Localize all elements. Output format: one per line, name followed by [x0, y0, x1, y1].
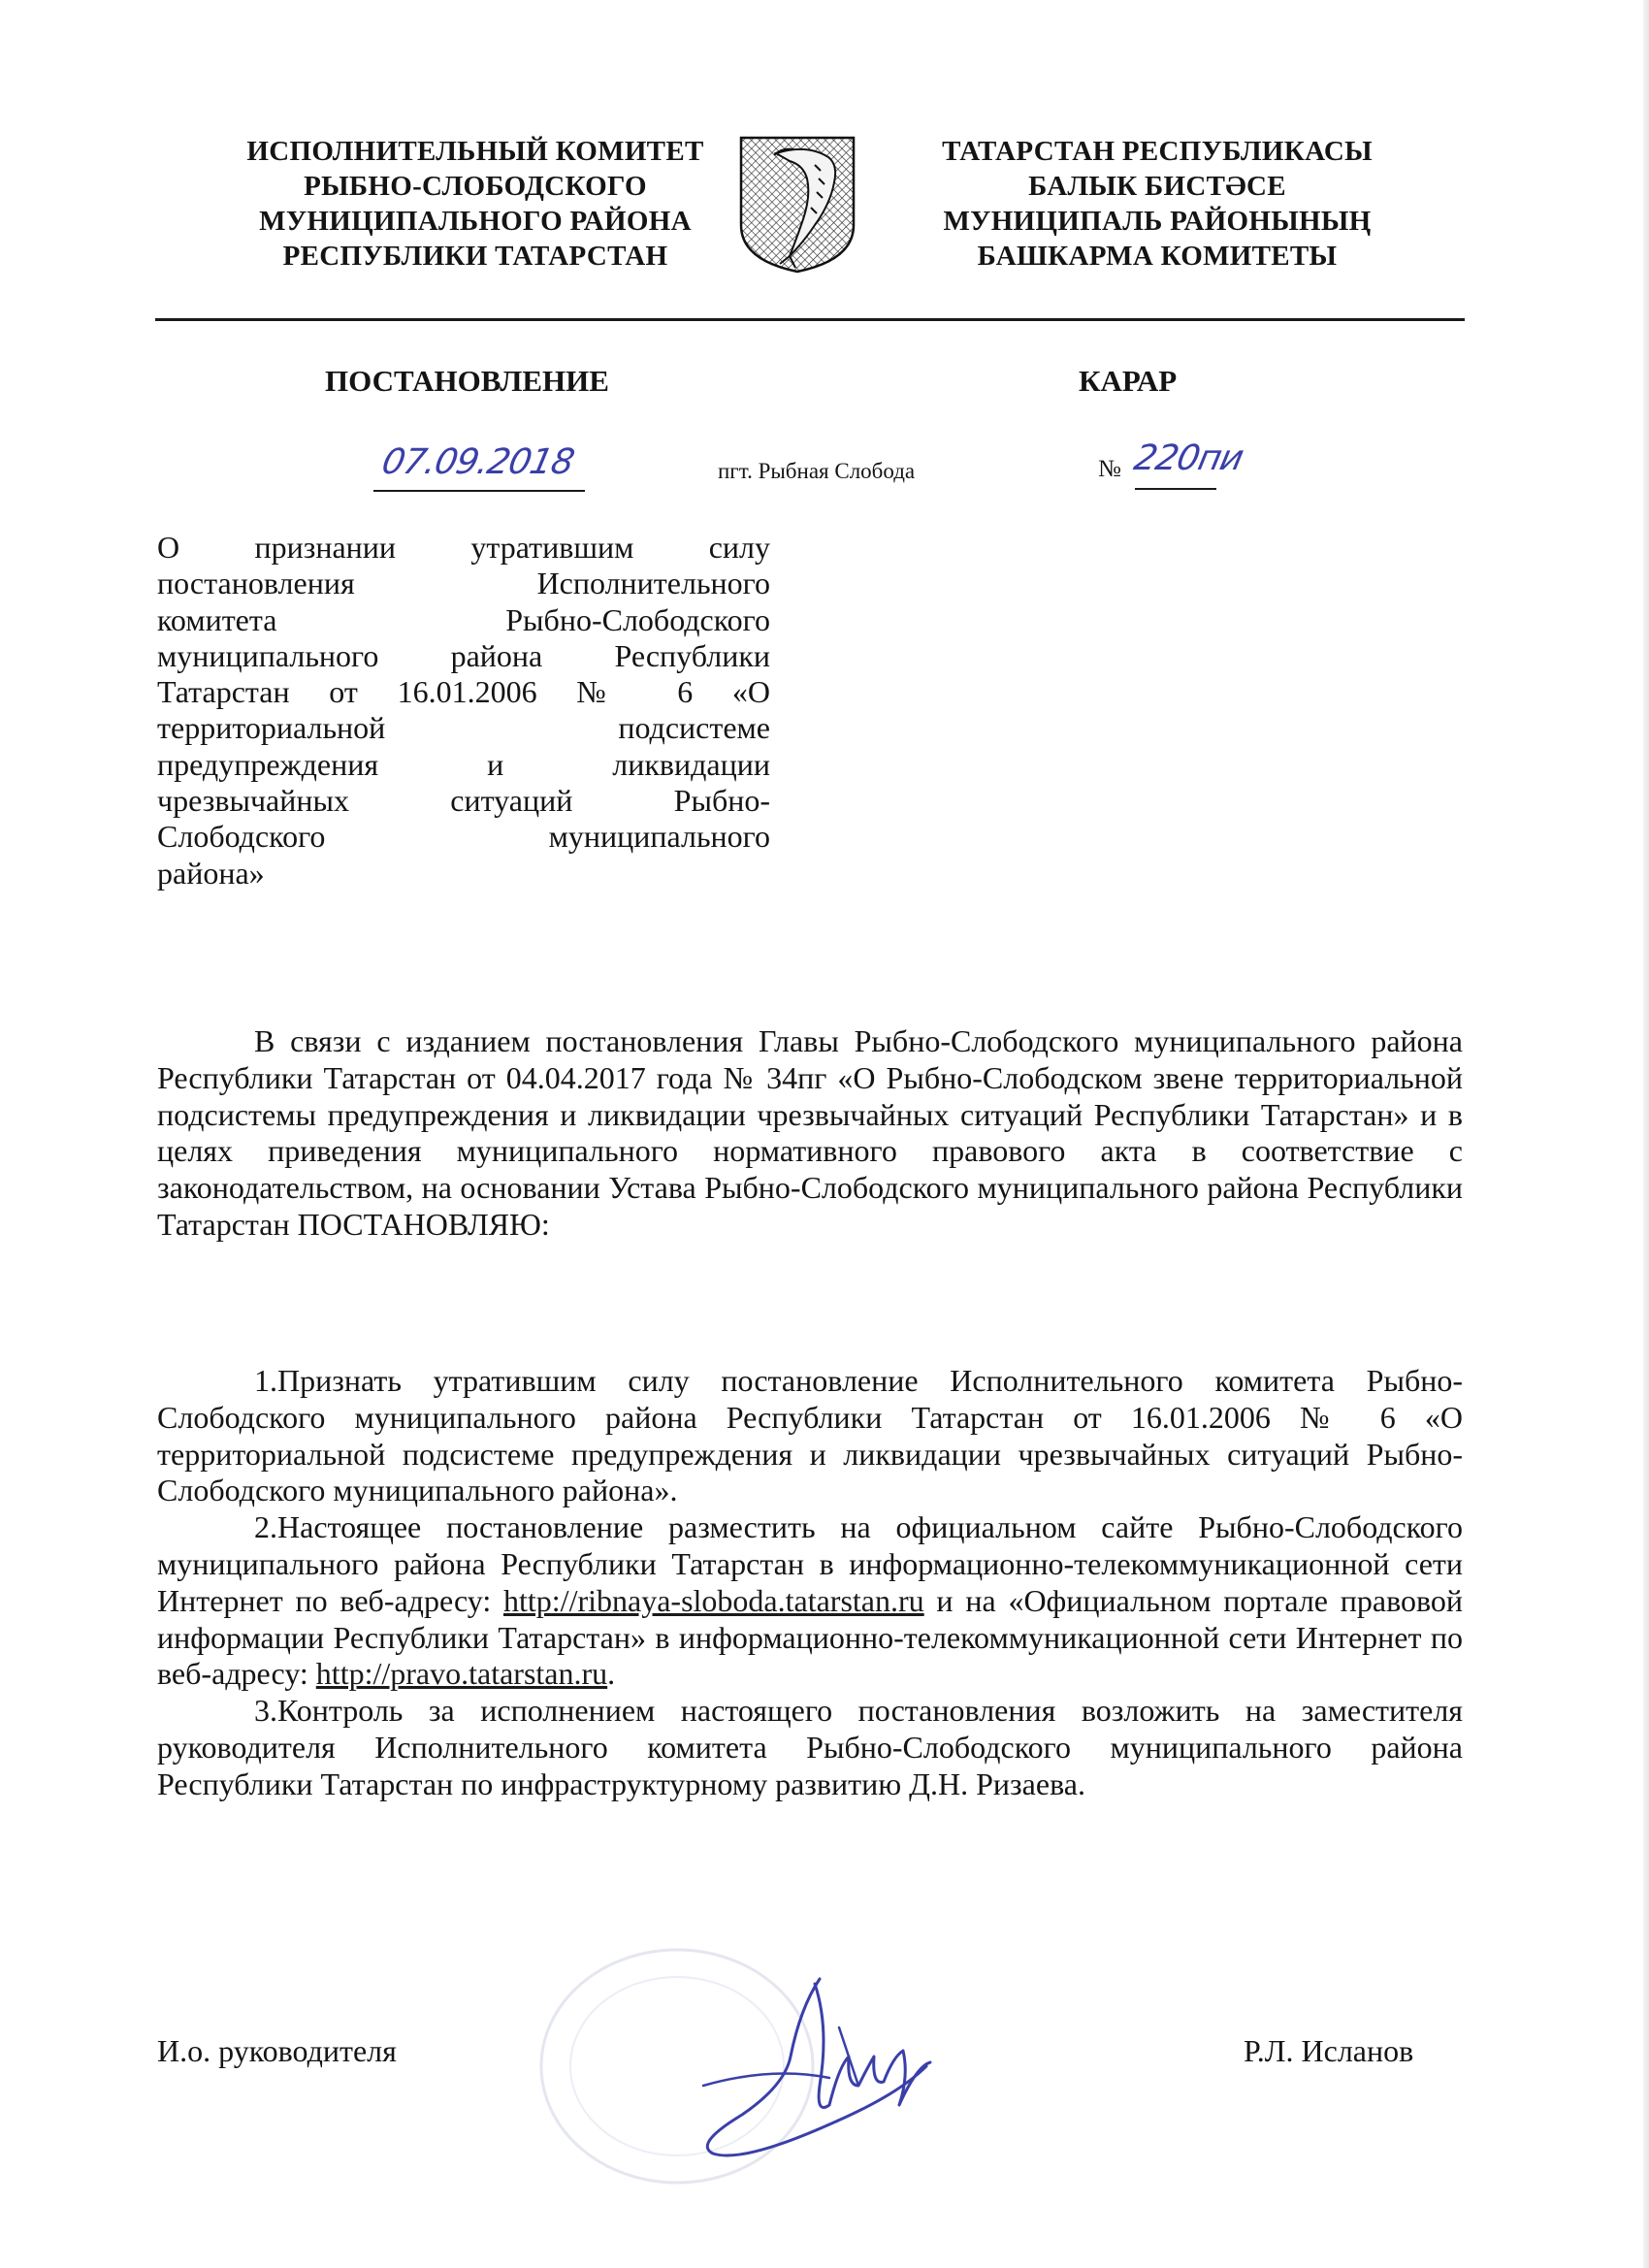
header-right-line: ТАТАРСТАН РЕСПУБЛИКАСЫ	[942, 136, 1373, 167]
subject-line: Татарстан от 16.01.2006 № 6 «О	[157, 674, 770, 710]
scan-edge-shadow	[1643, 0, 1649, 2268]
handwritten-signature	[684, 1969, 975, 2163]
header-left-line: ИСПОЛНИТЕЛЬНЫЙ КОМИТЕТ	[246, 136, 704, 167]
signatory-role: И.о. руководителя	[157, 2033, 397, 2068]
site-link[interactable]: http://ribnaya-sloboda.tatarstan.ru	[503, 1582, 924, 1618]
date-underline	[373, 490, 585, 492]
subject-line: комитета Рыбно-Слободского	[157, 601, 770, 637]
doc-title-ru: ПОСТАНОВЛЕНИЕ	[325, 364, 609, 398]
subject-line: муниципального района Республики	[157, 637, 770, 673]
place-of-issue: пгт. Рыбная Слобода	[718, 459, 916, 483]
item-2-text-a: 2.Настоящее постановление разместить на официальном сайте Рыбно-Слободского муниципального района Республики Татарстан в информационно-телекоммуникационной сети Интернет по веб-адресу:	[157, 1509, 1463, 1618]
preamble-paragraph: В связи с изданием постановления Главы Рыбно-Слободского муниципального района Республики Татарстан от 04.04.2017 года № 34пг «О Рыбно-Слободском звене территориальной подсистемы предупреждения и ликвидации чрезвычайных ситуаций Республики Татарстан» и в целях приведения муниципального нормативного правового акта в соответствие с законодательством, на основании Устава Рыбно-Слободского муниципального района Республики Татарстан ПОСТАНОВЛЯЮ:	[157, 1023, 1463, 1242]
header-divider	[155, 318, 1465, 321]
item-2-text-b: и на «Официальном портале правовой информации Республики Татарстан» в информационно-телекоммуникационной сети Интернет по веб-адресу:	[157, 1582, 1464, 1692]
subject-line: территориальной подсистеме	[157, 710, 770, 746]
header-left-line: РЫБНО-СЛОБОДСКОГО	[304, 171, 647, 202]
header-left-ru	[242, 134, 708, 274]
subject-line: Слободского муниципального	[157, 819, 770, 855]
header-right-line: БАШКАРМА КОМИТЕТЫ	[977, 241, 1338, 272]
item-2-text-c: .	[607, 1656, 616, 1692]
header-right-tt	[910, 134, 1405, 274]
preamble-block	[157, 1023, 1463, 1244]
subject-block	[157, 530, 770, 891]
header-right-line: МУНИЦИПАЛЬ РАЙОНЫНЫҢ	[943, 206, 1372, 237]
number-sign: №	[1098, 456, 1121, 482]
handwritten-date: 07.09.2018	[378, 442, 577, 482]
item-1: 1.Признать утратившим силу постановление Исполнительного комитета Рыбно-Слободского муниципального района Республики Татарстан от 16.01.2006 № 6 «О территориальной подсистеме предупреждения и ликвидации чрезвычайных ситуаций Рыбно-Слободского муниципального района».	[157, 1363, 1463, 1508]
subject-line: района»	[157, 855, 265, 891]
header-left-line: МУНИЦИПАЛЬНОГО РАЙОНА	[259, 206, 692, 237]
signatory-name: Р.Л. Исланов	[1244, 2033, 1414, 2068]
subject-line: предупреждения и ликвидации	[157, 746, 770, 782]
number-underline	[1135, 488, 1216, 490]
subject-line: постановления Исполнительного	[157, 566, 770, 601]
subject-line: чрезвычайных ситуаций Рыбно-	[157, 783, 770, 819]
item-2	[157, 1509, 1463, 1693]
coat-of-arms-sturgeon-icon	[739, 136, 856, 274]
item-3: 3.Контроль за исполнением настоящего постановления возложить на заместителя руководителя Исполнительного комитета Рыбно-Слободского муниципального района Республики Татарстан по инфраструктурному развитию Д.Н. Ризаева.	[157, 1693, 1463, 1801]
resolution-items	[157, 1363, 1463, 1803]
doc-title-tt: КАРАР	[1079, 364, 1178, 398]
header-right-line: БАЛЫК БИСТӘСЕ	[1028, 171, 1286, 202]
pravo-link[interactable]: http://pravo.tatarstan.ru	[315, 1656, 608, 1692]
header-left-line: РЕСПУБЛИКИ ТАТАРСТАН	[282, 241, 668, 272]
handwritten-number: 220пи	[1130, 438, 1247, 478]
subject-line: О признании утратившим силу	[157, 530, 770, 565]
